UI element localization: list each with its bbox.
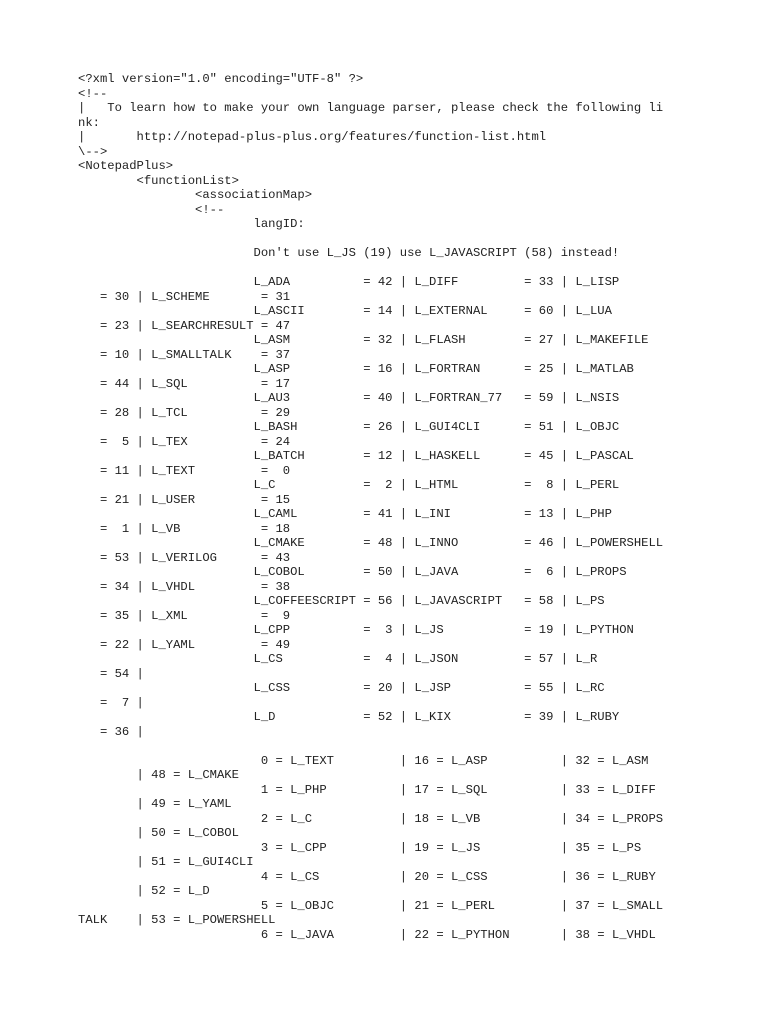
code-line: L_COFFEESCRIPT = 56 | L_JAVASCRIPT = 58 | L_PS <box>78 594 605 608</box>
code-line: L_C = 2 | L_HTML = 8 | L_PERL <box>78 478 620 492</box>
code-line <box>78 261 758 276</box>
code-line <box>78 739 758 754</box>
code-line: <NotepadPlus> <box>78 159 174 173</box>
code-line: 6 = L_JAVA | 22 = L_PYTHON | 38 = L_VHDL <box>78 927 656 942</box>
code-line: \--> <box>78 144 108 159</box>
code-line: L_BATCH = 12 | L_HASKELL = 45 | L_PASCAL <box>78 449 634 463</box>
code-line: L_D = 52 | L_KIX = 39 | L_RUBY <box>78 710 620 724</box>
code-line: langID: <box>78 217 305 231</box>
code-line: = 36 | <box>78 724 144 739</box>
code-line: L_BASH = 26 | L_GUI4CLI = 51 | L_OBJC <box>78 420 620 434</box>
code-line: 0 = L_TEXT | 16 = L_ASP | 32 = L_ASM <box>78 753 649 768</box>
code-line: Don't use L_JS (19) use L_JAVASCRIPT (58) instead! <box>78 246 620 260</box>
code-line: 3 = L_CPP | 19 = L_JS | 35 = L_PS <box>78 840 642 855</box>
code-line: = 28 | L_TCL = 29 <box>78 405 291 420</box>
code-line: 4 = L_CS | 20 = L_CSS | 36 = L_RUBY <box>78 869 656 884</box>
code-line: L_CS = 4 | L_JSON = 57 | L_R <box>78 652 598 666</box>
code-line: L_CSS = 20 | L_JSP = 55 | L_RC <box>78 681 605 695</box>
code-line: | 51 = L_GUI4CLI <box>78 855 254 869</box>
code-line: L_CMAKE = 48 | L_INNO = 46 | L_POWERSHELL <box>78 536 664 550</box>
code-line: = 53 | L_VERILOG = 43 <box>78 550 291 565</box>
code-line: = 1 | L_VB = 18 <box>78 521 291 536</box>
xml-code-listing <box>78 72 758 942</box>
code-line: <associationMap> <box>78 188 313 202</box>
code-line: | 48 = L_CMAKE <box>78 768 239 782</box>
code-line: L_COBOL = 50 | L_JAVA = 6 | L_PROPS <box>78 565 627 579</box>
code-line: = 35 | L_XML = 9 <box>78 608 291 623</box>
code-line: L_ADA = 42 | L_DIFF = 33 | L_LISP <box>78 275 620 289</box>
code-line: | http://notepad-plus-plus.org/features/function-list.html <box>78 130 547 144</box>
code-line: TALK | 53 = L_POWERSHELL <box>78 913 276 927</box>
code-line: L_CPP = 3 | L_JS = 19 | L_PYTHON <box>78 623 634 637</box>
code-line: L_CAML = 41 | L_INI = 13 | L_PHP <box>78 507 612 521</box>
code-line: L_ASCII = 14 | L_EXTERNAL = 60 | L_LUA <box>78 304 612 318</box>
code-line: = 44 | L_SQL = 17 <box>78 376 291 391</box>
code-line <box>78 232 758 247</box>
code-line: 2 = L_C | 18 = L_VB | 34 = L_PROPS <box>78 811 664 826</box>
code-line: L_AU3 = 40 | L_FORTRAN_77 = 59 | L_NSIS <box>78 391 620 405</box>
code-line: | To learn how to make your own language parser, please check the following li <box>78 101 664 115</box>
code-line: L_ASP = 16 | L_FORTRAN = 25 | L_MATLAB <box>78 362 634 376</box>
code-line: 5 = L_OBJC | 21 = L_PERL | 37 = L_SMALL <box>78 898 664 913</box>
code-line: = 10 | L_SMALLTALK = 37 <box>78 347 291 362</box>
code-line: nk: <box>78 115 100 130</box>
code-line: = 22 | L_YAML = 49 <box>78 637 291 652</box>
code-line: | 49 = L_YAML <box>78 797 232 811</box>
code-line: <!-- <box>78 86 108 101</box>
code-line: = 54 | <box>78 666 144 681</box>
code-line: = 34 | L_VHDL = 38 <box>78 579 291 594</box>
code-line: = 23 | L_SEARCHRESULT = 47 <box>78 318 291 333</box>
code-line: <?xml version="1.0" encoding="UTF-8" ?> <box>78 72 364 86</box>
code-line: <functionList> <box>78 173 239 188</box>
code-line: L_ASM = 32 | L_FLASH = 27 | L_MAKEFILE <box>78 333 649 347</box>
code-line: = 21 | L_USER = 15 <box>78 492 291 507</box>
code-line: = 30 | L_SCHEME = 31 <box>78 289 291 304</box>
code-line: <!-- <box>78 202 225 217</box>
code-line: = 11 | L_TEXT = 0 <box>78 463 291 478</box>
code-line: | 52 = L_D <box>78 884 210 898</box>
code-line: | 50 = L_COBOL <box>78 826 239 840</box>
code-line: 1 = L_PHP | 17 = L_SQL | 33 = L_DIFF <box>78 782 656 797</box>
code-line: = 5 | L_TEX = 24 <box>78 434 291 449</box>
code-line: = 7 | <box>78 695 144 710</box>
